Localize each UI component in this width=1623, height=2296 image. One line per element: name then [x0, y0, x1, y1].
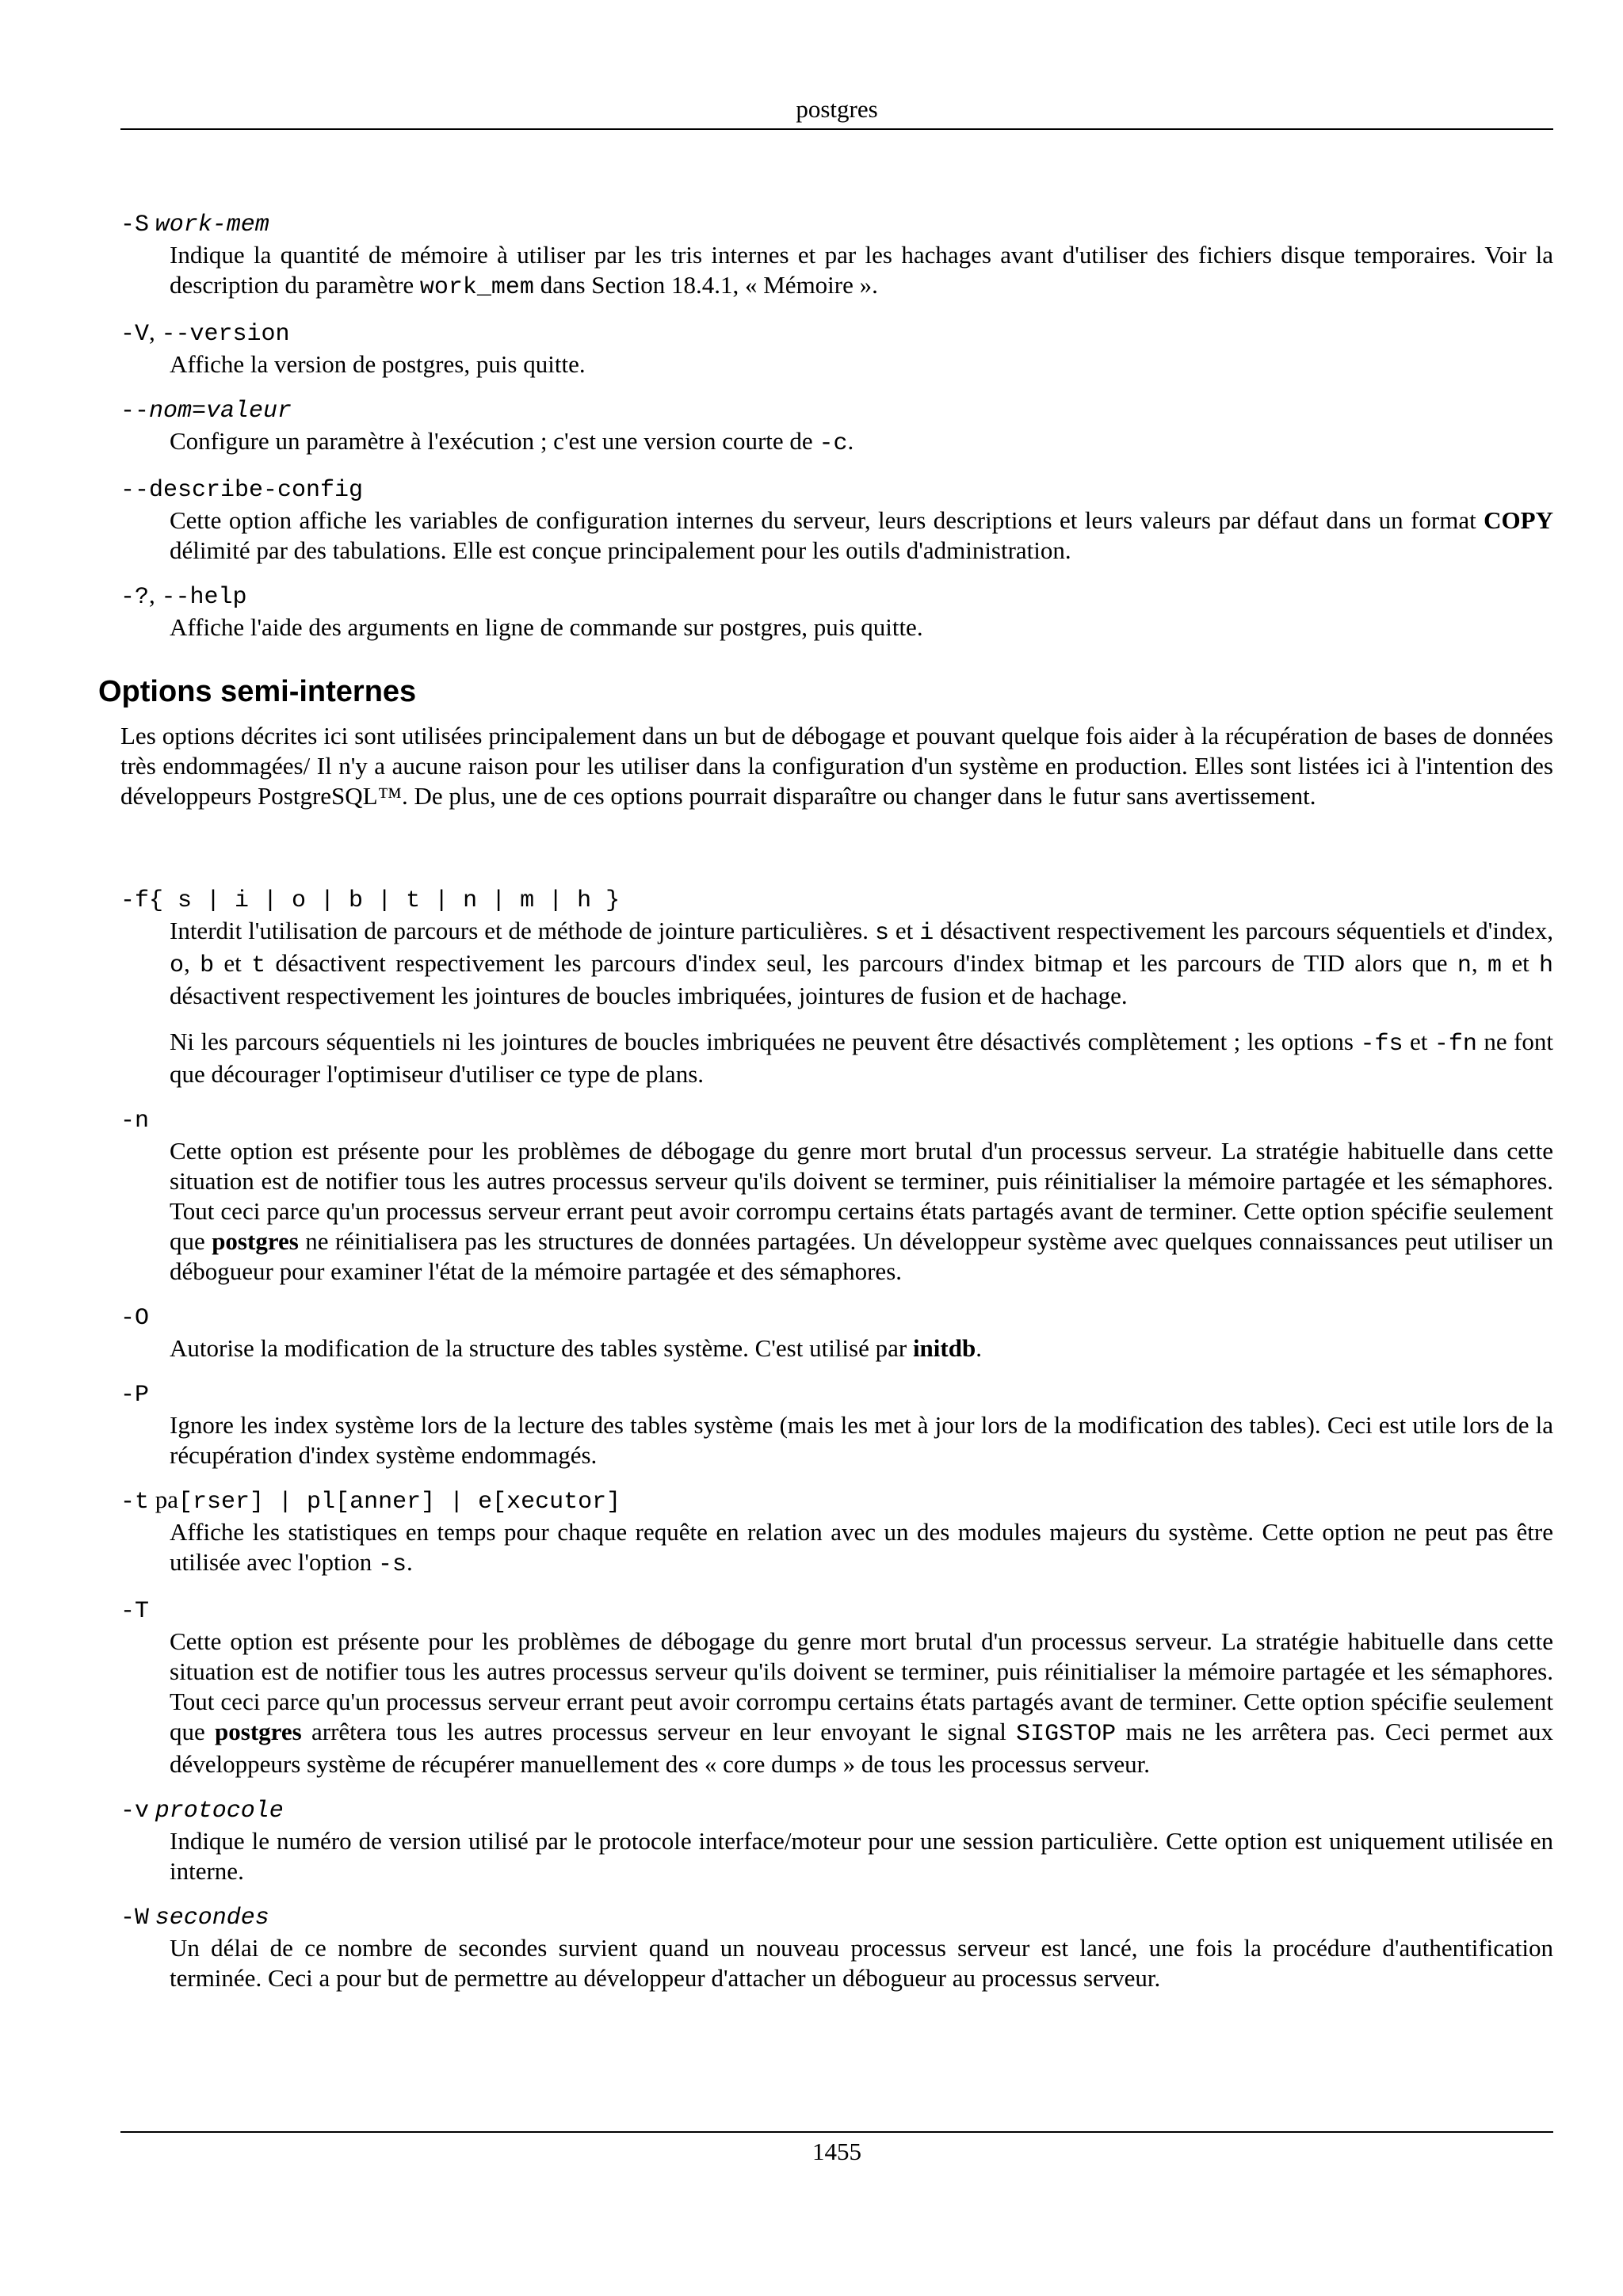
option-f [120, 883, 1553, 1089]
option-v [120, 1794, 1553, 1886]
running-header-title: postgres [796, 95, 878, 123]
section-heading: Options semi-internes [98, 675, 417, 708]
header-rule [120, 128, 1553, 130]
option-t [120, 1485, 1553, 1580]
option-description: Indique la quantité de mémoire à utiliser par les tris internes et par les hachages avant d'utiliser des fichiers disque temporaires. Voir la description du paramètre work_mem dans Section 18.4.1, « Mémoire ». [170, 241, 1553, 301]
option-description: Ignore les index système lors de la lecture des tables système (mais les met à jour lors de la modification des tables). Ceci est utile lors de la récupération d'index système endommagés. [170, 1411, 1553, 1469]
option-description: Un délai de ce nombre de secondes survient quand un nouveau processus serveur est lancé, une fois la procédure d'authentification terminée. Ceci a pour but de permettre au développeur d'attacher un débogueur au processus serveur. [170, 1934, 1553, 1992]
option-O [120, 1301, 1553, 1363]
option-flag-long: --version [161, 321, 290, 348]
option-V [120, 317, 1553, 379]
option-n [120, 1104, 1553, 1287]
option-flag: -O [120, 1305, 150, 1332]
option-term [120, 1594, 1553, 1627]
parameter-name: work_mem [419, 274, 534, 301]
option-S [120, 208, 1553, 303]
option-flag: -? [120, 584, 150, 611]
option-arg: { s | i | o | b | t | n | m | h } [149, 887, 621, 914]
option-term: -?, --help [120, 581, 247, 611]
option-P [120, 1378, 1553, 1470]
option-term [120, 1901, 1553, 1933]
option-term [120, 1794, 1553, 1826]
option-term [120, 883, 1553, 916]
option-description: Configure un paramètre à l'exécution ; c'est une version courte de -c. [170, 427, 854, 457]
description-paragraph: Interdit l'utilisation de parcours et de méthode de jointure particulières. s et i désactivent respectivement les parcours séquentiels et d'index, o, b et t désactivent respectivement les parcours d'index seul, les parcours d'index bitmap et les parcours de TID alors que n, m et h désactivent respectivement les jointures de boucles imbriquées, jointures de fusion et de hachage. [170, 917, 1554, 1009]
option-flag: --describe-config [120, 477, 364, 504]
option-flag: -f [120, 887, 150, 914]
option-description: Cette option est présente pour les problèmes de débogage du genre mort brutal d'un processus serveur. La stratégie habituelle dans cette situation est de notifier tous les autres processus serveur qu'ils doivent se terminer, puis réinitialiser la mémoire partagée et les sémaphores. Tout ceci parce qu'un processus serveur errant peut avoir corrompu certains états partagés avant de terminer. Cette option spécifie seulement que postgres arrêtera tous les autres processus serveur en leur envoyant le signal SIGSTOP mais ne les arrêtera pas. Ceci permet aux développeurs système de récupérer manuellement des « core dumps » de tous les processus serveur. [170, 1627, 1553, 1778]
option-describe-config [120, 473, 1553, 566]
option-term [120, 208, 1553, 240]
description-paragraph: Ni les parcours séquentiels ni les jointures de boucles imbriquées ne peuvent être désactivés complètement ; les options -fs et -fn ne font que décourager l'optimiseur d'utiliser ce type de plans. [170, 1028, 1553, 1088]
option-description: Autorise la modification de la structure des tables système. C'est utilisé par initdb. [170, 1334, 982, 1362]
option-nom-valeur [120, 394, 1553, 459]
option-flag-long: --help [161, 584, 247, 611]
page-number: 1455 [812, 2138, 861, 2165]
option-flag: -T [120, 1598, 150, 1625]
option-description: Affiche l'aide des arguments en ligne de commande sur postgres, puis quitte. [170, 613, 923, 641]
option-term [120, 1301, 1553, 1333]
option-term [120, 1104, 1553, 1136]
option-flag: -S [120, 212, 150, 238]
option-description: Affiche les statistiques en temps pour chaque requête en relation avec un des modules majeurs du système. Cette option ne peut pas être utilisée avec l'option -s. [170, 1518, 1553, 1578]
option-description: Indique le numéro de version utilisé par le protocole interface/moteur pour une session particulière. Cette option est uniquement utilisée en interne. [170, 1827, 1553, 1885]
option-flag: -t [120, 1489, 150, 1516]
option-name: nom [149, 398, 193, 425]
option-flag: -W [120, 1905, 150, 1932]
option-flag: -P [120, 1382, 150, 1409]
option-T [120, 1594, 1553, 1779]
option-help [120, 580, 1553, 643]
section-intro-paragraph: Les options décrites ici sont utilisées principalement dans un but de débogage et pouvant quelque fois aider à la récupération de bases de données très endommagées/ Il n'y a aucune raison pour les utiliser dans la configuration d'un système en production. Elles sont listées ici à l'intention des développeurs PostgreSQL™. De plus, une de ces options pourrait disparaître ou changer dans le futur sans avertissement. [120, 722, 1553, 810]
option-value: valeur [206, 398, 292, 425]
option-arg: work-mem [155, 212, 269, 238]
option-term: --nom=valeur [120, 398, 292, 425]
option-term: -V, --version [120, 318, 290, 348]
option-description [170, 916, 1553, 1089]
option-term [120, 473, 1553, 505]
option-term [120, 1378, 1553, 1410]
option-arg: [rser] | pl[anner] | e[xecutor] [178, 1489, 621, 1516]
option-arg: protocole [155, 1798, 284, 1825]
option-flag: -V [120, 321, 150, 348]
option-list-general [120, 208, 1553, 657]
footer-rule [120, 2131, 1553, 2133]
option-description: Affiche la version de postgres, puis quitte. [170, 350, 586, 378]
option-arg: secondes [155, 1905, 269, 1932]
option-description: Cette option est présente pour les problèmes de débogage du genre mort brutal d'un processus serveur. La stratégie habituelle dans cette situation est de notifier tous les autres processus serveur qu'ils doivent se terminer, puis réinitialiser la mémoire partagée et les sémaphores. Tout ceci parce qu'un processus serveur errant peut avoir corrompu certains états partagés avant de terminer. Cette option spécifie seulement que postgres ne réinitialisera pas les structures de données partagées. Un développeur système avec quelques connaissances peut utiliser un débogueur pour examiner l'état de la mémoire partagée et des sémaphores. [170, 1137, 1554, 1285]
option-W [120, 1901, 1553, 1993]
option-list-semi-internal [120, 883, 1553, 2008]
option-description: Cette option affiche les variables de configuration internes du serveur, leurs descriptions et leurs valeurs par défaut dans un format COPY délimité par des tabulations. Elle est conçue principalement pour les outils d'administration. [170, 506, 1553, 564]
option-flag: -v [120, 1798, 150, 1825]
option-term: -t pa[rser] | pl[anner] | e[xecutor] [120, 1486, 621, 1516]
option-flag: -n [120, 1108, 150, 1135]
